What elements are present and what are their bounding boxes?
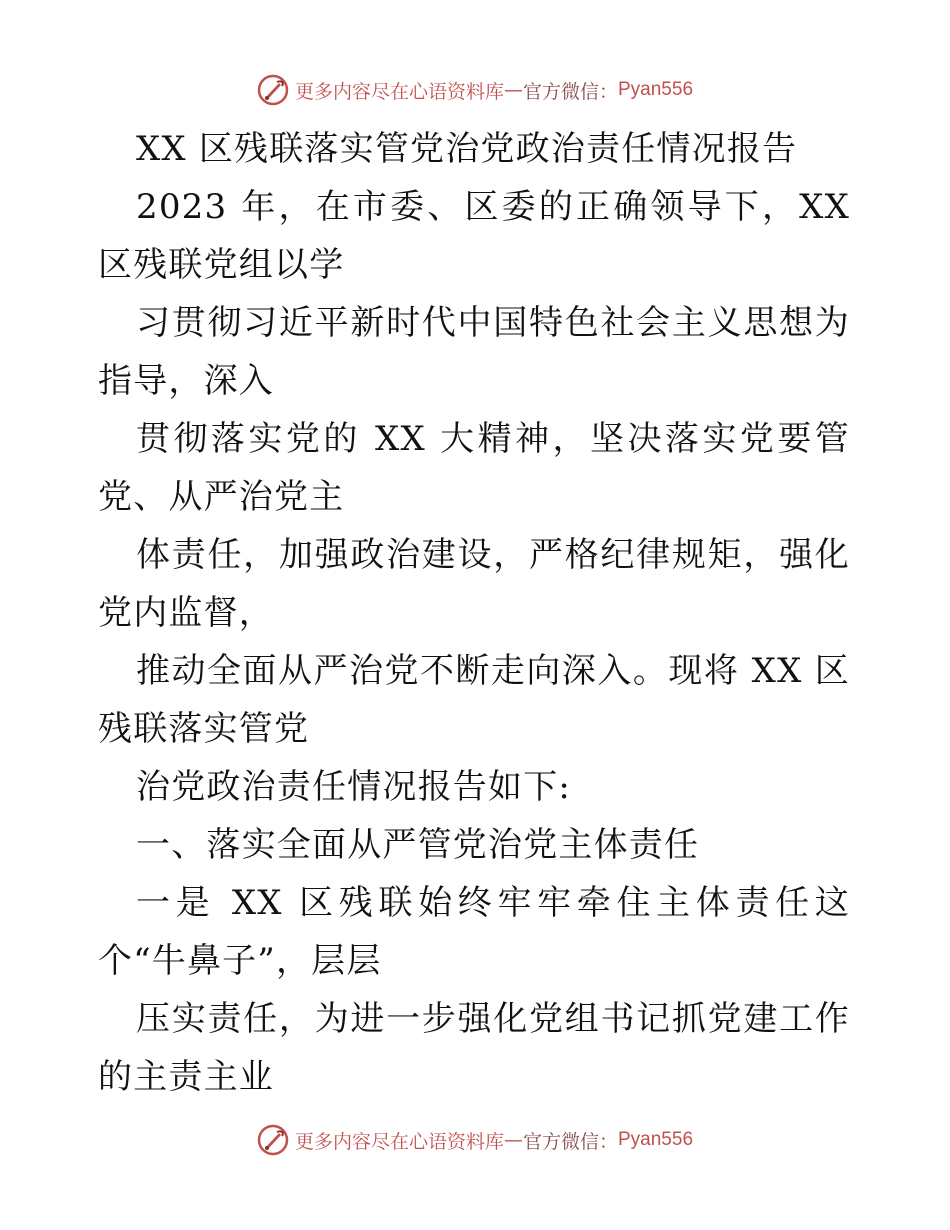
watermark-main-text: 更多内容尽在心语资料库 bbox=[294, 1130, 504, 1153]
paragraph-2: 习贯彻习近平新时代中国特色社会主义思想为指导，深入 bbox=[98, 303, 850, 401]
watermark-separator: — bbox=[503, 79, 523, 101]
watermark-id: Pyan556 bbox=[618, 79, 694, 100]
quill-logo-icon bbox=[257, 1124, 289, 1156]
paragraph-8: 压实责任，为进一步强化党组书记抓党建工作的主责主业 bbox=[98, 999, 850, 1097]
watermark-id: Pyan556 bbox=[618, 1129, 694, 1150]
document-body bbox=[98, 120, 850, 1106]
paragraph-5: 推动全面从严治党不断走向深入。现将 XX 区残联落实管党 bbox=[98, 651, 850, 749]
watermark-separator: — bbox=[503, 1129, 523, 1151]
paragraph-7: 一是 XX 区残联始终牢牢牵住主体责任这个“牛鼻子”，层层 bbox=[98, 883, 850, 981]
quill-logo-icon bbox=[257, 74, 289, 106]
watermark-label: 官方微信： bbox=[522, 80, 618, 103]
watermark-main-text: 更多内容尽在心语资料库 bbox=[294, 80, 504, 103]
document-title: XX 区残联落实管党治党政治责任情况报告 bbox=[136, 129, 798, 169]
paragraph-6: 治党政治责任情况报告如下: bbox=[136, 767, 572, 807]
watermark-label: 官方微信： bbox=[522, 1130, 618, 1153]
footer-watermark bbox=[0, 1120, 950, 1160]
section-heading-1: 一、落实全面从严管党治党主体责任 bbox=[136, 825, 700, 865]
header-watermark bbox=[0, 70, 950, 110]
paragraph-1: 2023 年，在市委、区委的正确领导下，XX 区残联党组以学 bbox=[98, 187, 850, 285]
paragraph-4: 体责任，加强政治建设，严格纪律规矩，强化党内监督， bbox=[98, 535, 850, 633]
paragraph-3: 贯彻落实党的 XX 大精神，坚决落实党要管党、从严治党主 bbox=[98, 419, 850, 517]
